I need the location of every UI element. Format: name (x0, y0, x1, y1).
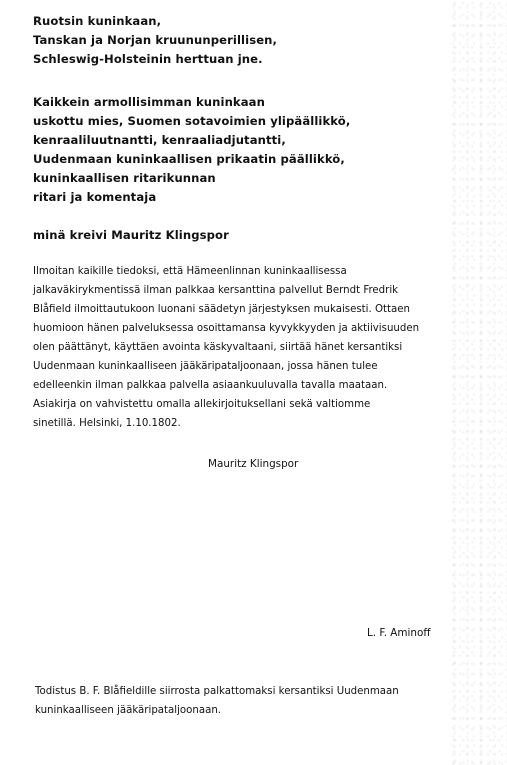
rank-line: uskottu mies, Suomen sotavoimien ylipäällikkö, (33, 114, 351, 128)
title-line: Schleswig-Holsteinin herttuan jne. (33, 52, 263, 66)
body-line: Asiakirja on vahvistettu omalla allekirjoituksellani sekä valtiomme (33, 399, 371, 410)
body-line: edelleenkin ilman palkkaa palvella asiaankuuluvalla tavalla maataan. (33, 380, 388, 391)
caption-line: Todistus B. F. Blåfieldille siirrosta palkattomaksi kersantiksi Uudenmaan (35, 686, 399, 697)
rank-line: ritari ja komentaja (33, 190, 157, 204)
rank-line: kuninkaallisen ritarikunnan (33, 171, 216, 185)
rank-line: Uudenmaan kuninkaallisen prikaatin päällikkö, (33, 152, 345, 166)
caption-line: kuninkaalliseen jääkäripataljoonaan. (35, 705, 222, 716)
scan-noise (447, 0, 507, 765)
rank-line: kenraaliluutnantti, kenraaliadjutantti, (33, 133, 286, 147)
body-line: sinetillä. Helsinki, 1.10.1802. (33, 418, 181, 429)
body-line: jalkaväkirykmentissä ilman palkkaa kersanttina palvellut Berndt Fredrik (33, 285, 399, 296)
rank-titles-block (33, 93, 350, 207)
image-caption (35, 682, 399, 720)
body-line: olen päättänyt, käyttäen avointa käskyvaltaani, siirtää hänet kersantiksi (33, 342, 403, 353)
body-line: Uudenmaan kuninkaalliseen jääkäripataljoonaan, jossa hänen tulee (33, 361, 378, 372)
countersignature: L. F. Aminoff (367, 627, 431, 639)
title-line: Tanskan ja Norjan kruununperillisen, (33, 33, 278, 47)
body-paragraph (33, 262, 419, 433)
signer-intro-line: minä kreivi Mauritz Klingspor (33, 228, 229, 242)
royal-title-block (33, 12, 277, 69)
main-signature: Mauritz Klingspor (208, 458, 299, 470)
rank-line: Kaikkein armollisimman kuninkaan (33, 95, 265, 109)
body-line: Ilmoitan kaikille tiedoksi, että Hämeenlinnan kuninkaallisessa (33, 266, 347, 277)
signer-intro (33, 226, 229, 245)
title-line: Ruotsin kuninkaan, (33, 14, 162, 28)
body-line: Blåfield ilmoittautukoon luonani säädetyn järjestyksen mukaisesti. Ottaen (33, 304, 410, 315)
body-line: huomioon hänen palveluksessa osoittamansa kyvykkyyden ja aktiivisuuden (33, 323, 420, 334)
